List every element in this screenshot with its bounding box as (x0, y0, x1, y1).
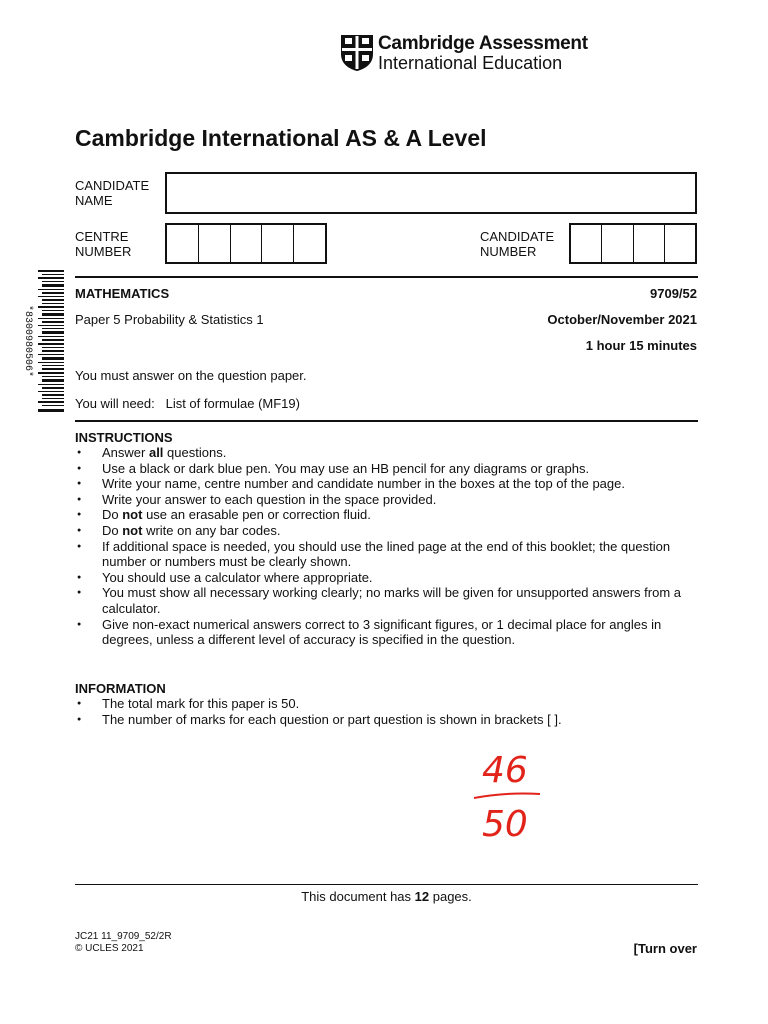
instructions-list (75, 445, 700, 648)
copyright: © UCLES 2021 (75, 943, 144, 954)
divider (75, 276, 698, 278)
centre-number-cell[interactable] (199, 225, 231, 262)
barcode-bars (38, 270, 64, 412)
centre-number-cell[interactable] (294, 225, 325, 262)
turn-over-label: [Turn over (633, 941, 697, 956)
score-denominator: 50 (482, 804, 528, 844)
logo-line-1: Cambridge Assessment (378, 33, 588, 54)
paper-code: 9709/52 (650, 286, 697, 301)
document-title: Cambridge International AS & A Level (75, 125, 487, 151)
subject: MATHEMATICS (75, 286, 170, 301)
answer-note: You must answer on the question paper. (75, 368, 307, 383)
reference-code: JC21 11_9709_52/2R (75, 931, 172, 942)
centre-number-cell[interactable] (262, 225, 294, 262)
information-section (75, 681, 700, 727)
candidate-name-field[interactable] (165, 172, 697, 214)
instruction-item: ● You must show all necessary working clearly; no marks will be given for unsupported answers from a calculator. (75, 585, 700, 616)
logo-line-2: International Education (378, 53, 563, 73)
instruction-item: ● Do not use an erasable pen or correction fluid. (75, 507, 700, 523)
page-count: 12 (414, 889, 430, 904)
instruction-item: ● Do not write on any bar codes. (75, 523, 700, 539)
divider (75, 884, 698, 885)
centre-number-cell[interactable] (231, 225, 263, 262)
candidate-number-cell[interactable] (634, 225, 665, 262)
divider (75, 420, 698, 422)
candidate-number-field[interactable] (569, 223, 697, 264)
instructions-section (75, 430, 700, 648)
instruction-item: ● Answer all questions. (75, 445, 700, 461)
handwritten-score (466, 748, 550, 844)
instruction-item: ● Give non-exact numerical answers correct to 3 significant figures, or 1 decimal place for angles in degrees, unless a different level of accuracy is specified in the question. (75, 617, 700, 648)
exam-duration: 1 hour 15 minutes (585, 338, 697, 353)
footer-codes (75, 931, 172, 955)
information-list (75, 696, 700, 727)
materials-value: List of formulae (MF19) (165, 396, 300, 411)
centre-number-field[interactable] (165, 223, 327, 264)
instructions-heading: INSTRUCTIONS (75, 430, 173, 445)
instruction-item: ● You should use a calculator where appropriate. (75, 570, 700, 586)
candidate-number-label: CANDIDATE NUMBER (480, 229, 555, 259)
materials-label: You will need: (75, 396, 155, 411)
information-heading: INFORMATION (75, 681, 166, 696)
page-count-note: This document has 12 pages. (301, 889, 472, 904)
paper-name: Paper 5 Probability & Statistics 1 (75, 312, 264, 327)
candidate-number-cell[interactable] (665, 225, 695, 262)
instruction-item: ● Write your name, centre number and candidate number in the boxes at the top of the page. (75, 476, 700, 492)
barcode (20, 270, 64, 412)
information-item: ● The total mark for this paper is 50. (75, 696, 700, 712)
candidate-name-label: CANDIDATE NAME (75, 178, 150, 208)
cambridge-crest-logo (340, 34, 374, 72)
instruction-item: ● Use a black or dark blue pen. You may use an HB pencil for any diagrams or graphs. (75, 461, 700, 477)
score-numerator: 46 (482, 750, 528, 791)
instruction-item: ● If additional space is needed, you should use the lined page at the end of this booklet; the question number or numbers must be clearly shown. (75, 539, 700, 570)
materials-needed (75, 396, 300, 411)
information-item: ● The number of marks for each question or part question is shown in brackets [ ]. (75, 712, 700, 728)
candidate-number-cell[interactable] (571, 225, 602, 262)
instruction-item: ● Write your answer to each question in the space provided. (75, 492, 700, 508)
centre-number-label: CENTRE NUMBER (75, 229, 132, 259)
centre-number-cell[interactable] (167, 225, 199, 262)
barcode-text: *8300980506* (22, 304, 33, 377)
score-fraction-line (474, 794, 540, 799)
exam-session: October/November 2021 (547, 312, 697, 327)
candidate-number-cell[interactable] (602, 225, 633, 262)
